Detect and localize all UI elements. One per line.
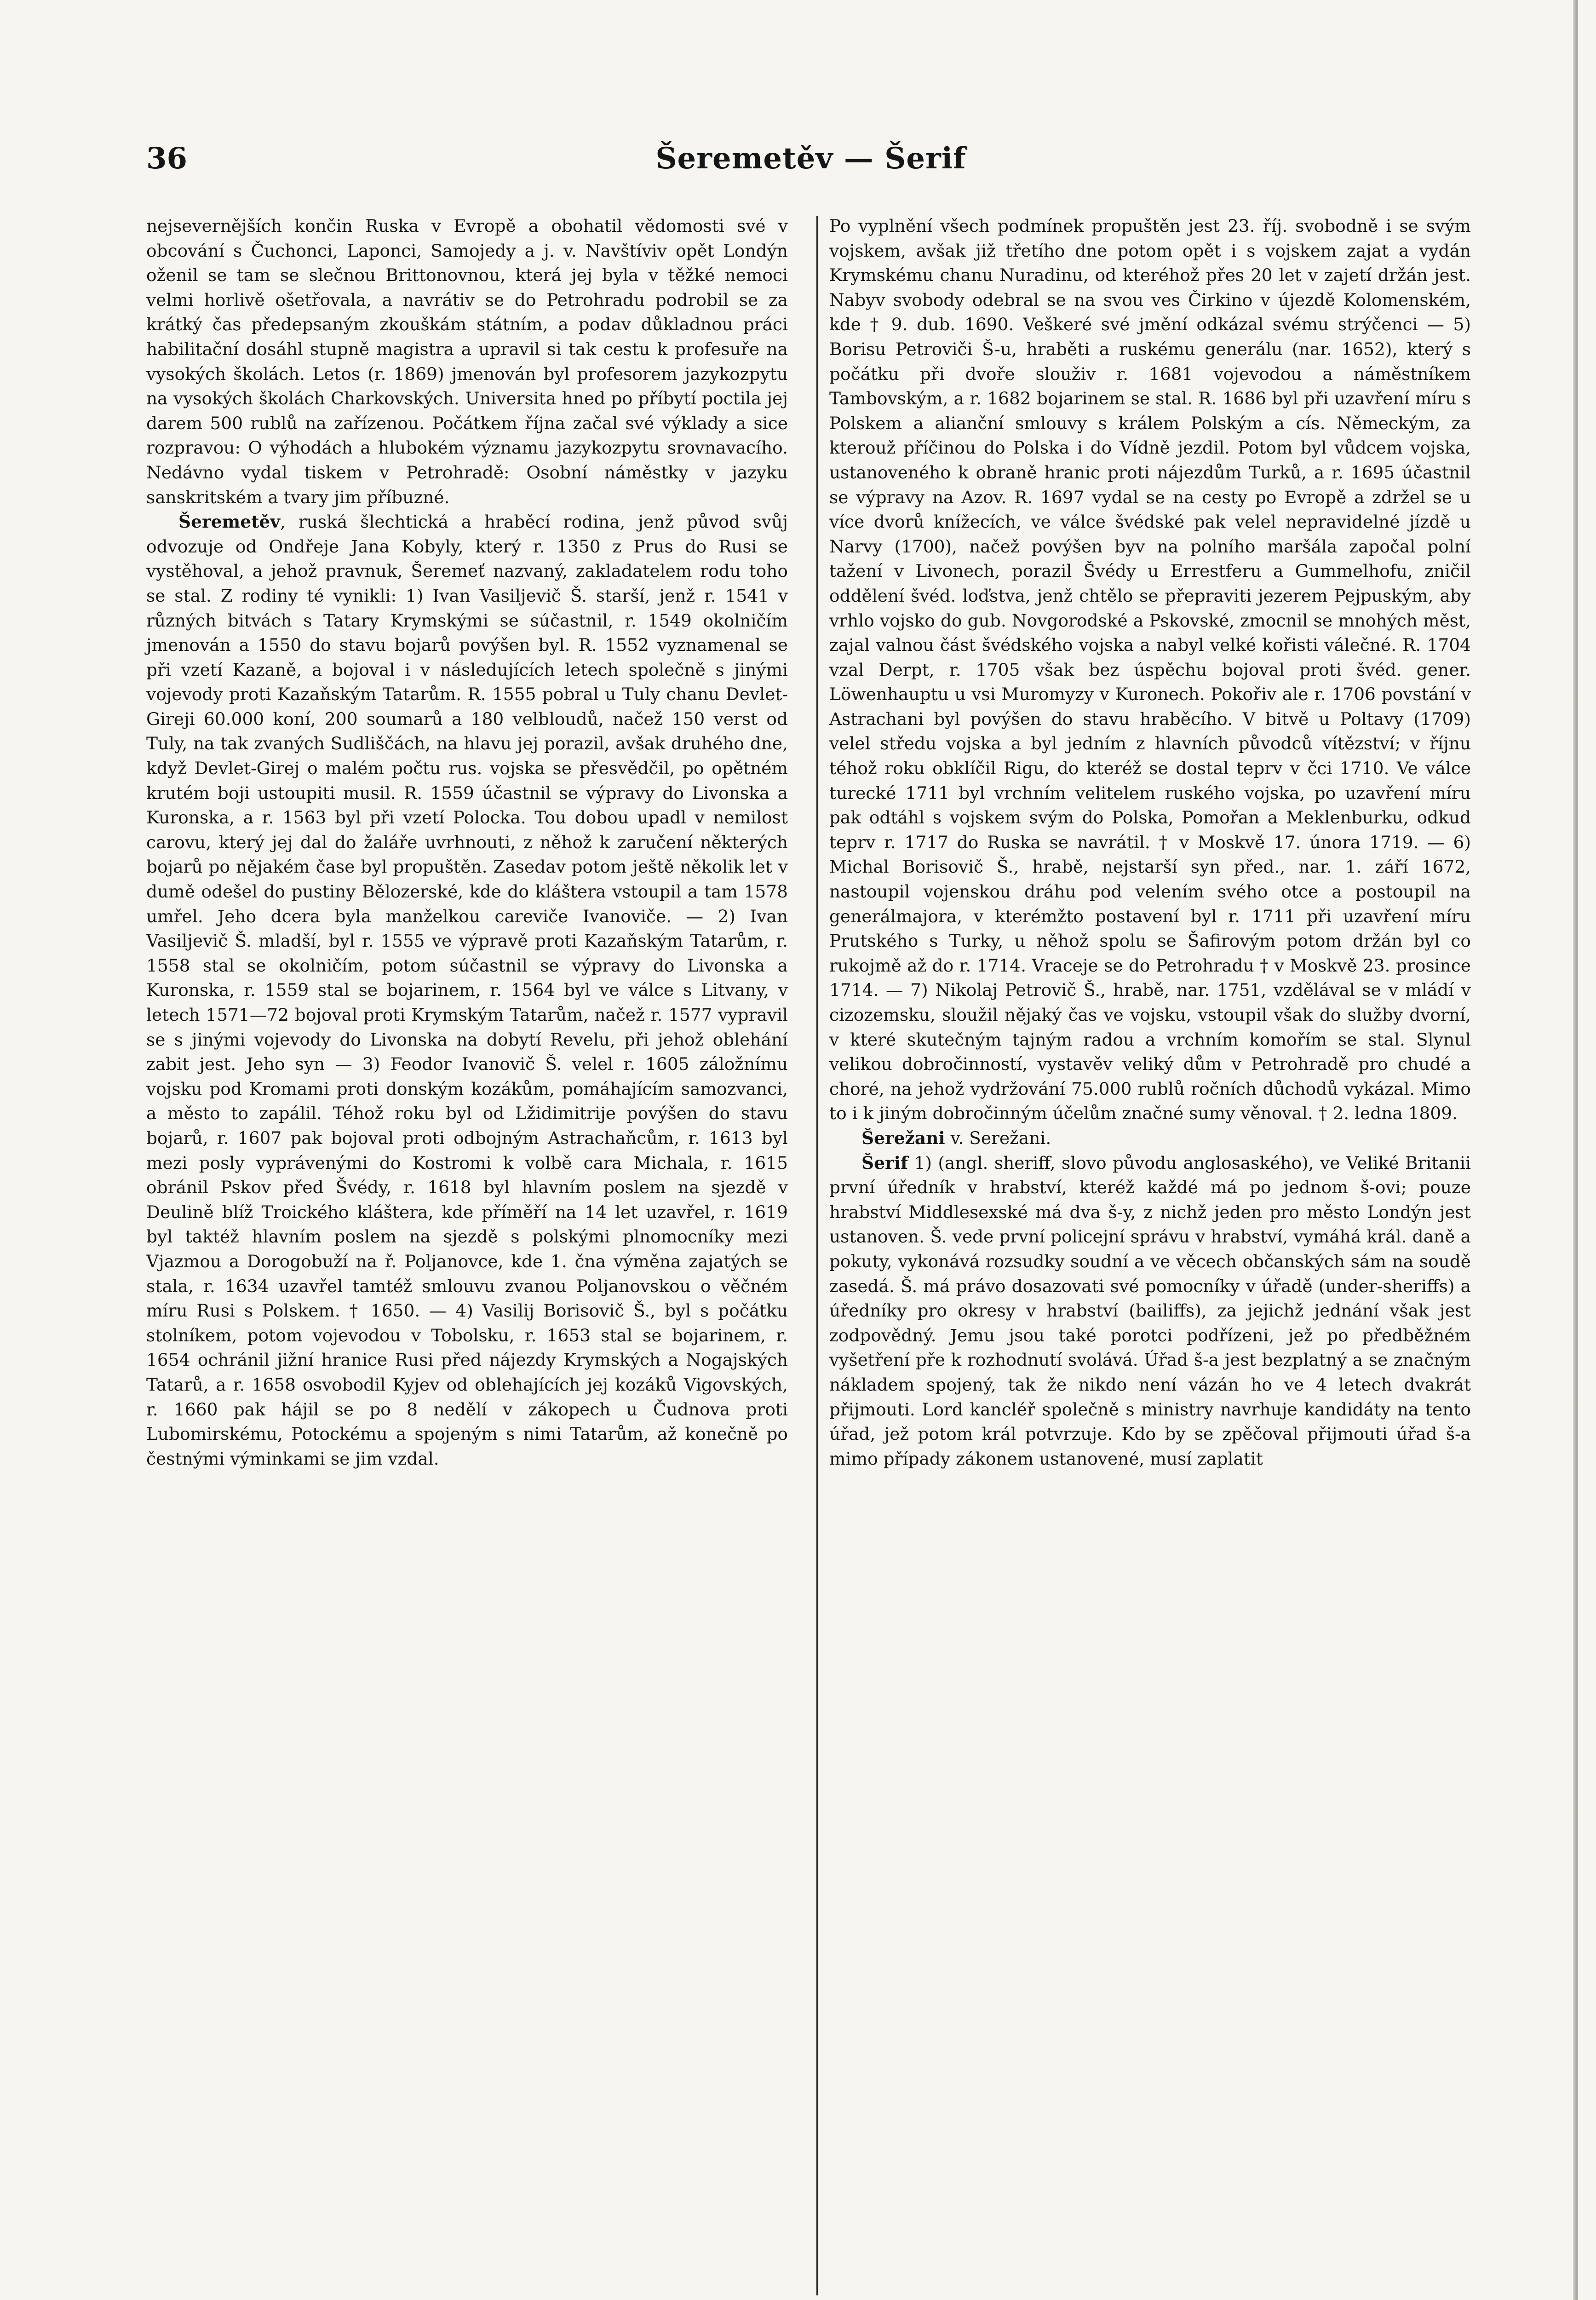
entry-continuation: Po vyplnění všech podmínek propuštěn jest 23. říj. svobodně i se svým vojskem, avšak již třetího dne potom opět i s vojskem zajat a vydán Krymskému chanu Nuradinu, od kteréhož přes 20 let v zajetí držán jest. Nabyv svobody odebral se na svou ves Čirkino v újezdě Kolomenském, kde † 9. dub. 1690. Veškeré své jmění odkázal svému strýčenci — 5) Borisu Petroviči Š-u, hraběti a ruskému generálu (nar. 1652), který s počátku při dvoře slouživ r. 1681 vojevodou a náměstníkem Tambovským, a r. 1682 bojarinem se stal. R. 1686 byl při uzavření míru s Polskem a alianční smlouvy s králem Polským a cís. Německým, za kterouž příčinou do Polska i do Vídně jezdil. Potom byl vůdcem vojska, ustanoveného k obraně hranic proti nájezdům Turků, a r. 1695 účastnil se výpravy na Azov. R. 1697 vydal se na cesty po Evropě a zdržel se u více dvorů knížecích, ve válce švédské pak velel nepravidelné jízdě u Narvy (1700), načež povýšen byv na polního maršála započal polní tažení v Livonech, porazil Švédy u Errestferu a Gummelhofu, zničil oddělení švéd. loďstva, jenž chtělo se přepraviti jezerem Pejpuským, aby vrhlo vojsko do gub. Novgorodské a Pskovské, zmocnil se mnohých měst, zajal valnou část švédského vojska a nabyl velké kořisti válečné. R. 1704 vzal Derpt, r. 1705 však bez úspěchu bojoval proti švéd. gener. Löwenhauptu u vsi Muromyzy v Kuronech. Pokořiv ale r. 1706 povstání v Astrachani byl povýšen do stavu hraběcího. V bitvě u Poltavy (1709) velel středu vojska a byl jedním z hlavních původců vítězství; v říjnu téhož roku obklíčil Rigu, do kteréž se dostal teprv v čci 1710. Ve válce turecké 1711 byl vrchním velitelem ruského vojska, po uzavření míru pak odtáhl s vojskem svým do Polska, Pomořan a Meklenburku, odkud teprv r. 1717 do Ruska se navrátil. † v Moskvě 17. února 1719. — 6) Michal Borisovič Š., hrabě, nejstarší syn před., nar. 1. září 1672, nastoupil vojenskou dráhu pod velením svého otce a postoupil na generálmajora, v kterémžto postavení byl r. 1711 při uzavření míru Prutského s Turky, u něhož spolu se Šafirovým potom držán byl co rukojmě až do r. 1714. Vraceje se do Petrohradu † v Moskvě 23. prosince 1714. — 7) Nikolaj Petrovič Š., hrabě, nar. 1751, vzdělával se v mládí v cizozemsku, sloužil nějaký čas ve vojsku, vstoupil však do služby dvorní, v které skutečným tajným radou a vrchním komořím se stal. Slynul velikou dobročinností, vystavěv veliký dům v Petrohradě pro chudé a choré, na jehož vydržování 75.000 rublů ročních důchodů vykázal. Mimo to i k jiným dobročinným účelům značné sumy věnoval. † 2. ledna 1809. — [829, 216, 1471, 1124]
entry-seremetev — [146, 510, 788, 1471]
headword: Šerežani — [861, 1127, 945, 1148]
scan-edge — [1573, 0, 1578, 2300]
left-column — [146, 214, 788, 1471]
headword: Šerif — [861, 1152, 908, 1173]
entry-serezani — [829, 1126, 1471, 1151]
entry-serif — [829, 1151, 1471, 1472]
column-divider — [816, 216, 818, 2295]
running-head — [146, 138, 1475, 189]
right-column — [829, 214, 1471, 1471]
entry-text: v. Serežani. — [945, 1127, 1051, 1148]
page-number: 36 — [146, 141, 188, 176]
entry-text: , ruská šlechtická a hraběcí rodina, jenž původ svůj odvozuje od Ondřeje Jana Kobyly, který r. 1350 z Prus do Rusi se vystěhoval, a jehož pravnuk, Šeremeť nazvaný, zakladatelem rodu toho se stal. Z rodiny té vynikli: 1) Ivan Vasiljevič Š. starší, jenž r. 1541 v různých bitvách s Tatary Krymskými se súčastnil, r. 1549 okolničím jmenován a 1550 do stavu bojarů povýšen byl. R. 1552 vyznamenal se při vzetí Kazaně, a bojoval i v následujících letech společně s jinými vojevody proti Kazaňským Tatarům. R. 1555 pobral u Tuly chanu Devlet-Gireji 60.000 koní, 200 soumarů a 180 velbloudů, načež 150 verst od Tuly, na tak zvaných Sudliščách, na hlavu jej porazil, avšak druhého dne, když Devlet-Girej o malém počtu rus. vojska se přesvědčil, po opětném krutém boji ustoupiti musil. R. 1559 účastnil se výpravy do Livonska a Kuronska, a r. 1563 byl při vzetí Polocka. Tou dobou upadl v nemilost carovu, který jej dal do žaláře uvrhnouti, z něhož k zaručení některých bojarů po nějakém čase byl propuštěn. Zasedav potom ještě několik let v dumě odešel do pustiny Bělozerské, kde do kláštera vstoupil a tam 1578 umřel. Jeho dcera byla manželkou careviče Ivanoviče. — 2) Ivan Vasiljevič Š. mladší, byl r. 1555 ve výpravě proti Kazaňským Tatarům, r. 1558 stal se okolničím, potom súčastnil se výpravy do Livonska a Kuronska, r. 1559 stal se bojarinem, r. 1564 byl ve válce s Litvany, v letech 1571—72 bojoval proti Krymským Tatarům, načež r. 1577 vypravil se s jinými vojevody do Livonska na dobytí Revelu, při jehož oblehání zabit jest. Jeho syn — 3) Feodor Ivanovič Š. velel r. 1605 záložnímu vojsku pod Kromami proti donským kozákům, pomáhajícím samozvanci, a město to zapálil. Téhož roku byl od Lžidimitrije povýšen do stavu bojarů, r. 1607 pak bojoval proti odbojným Astrachaňcům, r. 1613 byl mezi posly vyprávenými do Kostromi k volbě cara Michala, r. 1615 obránil Pskov před Švédy, r. 1618 byl hlavním poslem na sjezdě v Deulině blíž Troického kláštera, kde příměří na 14 let uzavřel, r. 1619 byl taktéž hlavním poslem na sjezdě s polskými plnomocníky mezi Vjazmou a Dorogobuží na ř. Poljanovce, kde 1. čna výměna zajatých se stala, r. 1634 uzavřel tamtéž smlouvu zvanou Poljanovskou o věčném míru Rusi s Polskem. † 1650. — 4) Vasilij Borisovič Š., byl s počátku stolníkem, potom vojevodou v Tobolsku, r. 1653 stal se bojarinem, r. 1654 ochránil jižní hranice Rusi před nájezdy Krymských a Nogajských Tatarů, a r. 1658 osvobodil Kyjev od oblehajících jej kozáků Vigovských, r. 1660 pak hájil se po 8 nedělí v zákopech u Čudnova proti Lubomirskému, Potockému a spojeným s nimi Tatarům, až konečně po čestnými výminkami se jim vzdal. — [146, 512, 788, 1469]
entry-text: 1) (angl. sheriff, slovo původu anglosaského), ve Veliké Britanii první úředník v hrabství, kteréž každé má po jednom š-ovi; pouze hrabství Middlesexské má dva š-y, z nichž jeden pro město Londýn jest ustanoven. Š. vede první policejní správu v hrabství, vymáhá král. daně a pokuty, vykonává rozsudky soudní a ve věcech občanských sám na soudě zasedá. Š. má právo dosazovati své pomocníky v úřadě (under-sheriffs) a úředníky pro okresy v hrabství (bailiffs), za jejichž jednání však jest zodpovědný. Jemu jsou také porotci podřízeni, jež po předběžném vyšetření pře k rozhodnutí svolává. Úřad š-a jest bezplatný a se značným nákladem spojený, tak že nikdo není vázán ho ve 4 letech dvakrát přijmouti. Lord kancléř společně s ministry navrhuje kandidáty na tento úřad, jež potom král potvrzuje. Kdo by se zpěčoval přijmouti úřad š-a mimo případy zákonem ustanovené, musí zaplatit — [829, 1152, 1471, 1469]
entry-continuation: nejsevernějších končin Ruska v Evropě a obohatil vědomosti své v obcování s Čuchonci, Laponci, Samojedy a j. v. Navštíviv opět Londýn oženil se tam se slečnou Brittonovnou, která jej byla v těžké nemoci velmi horlivě ošetřovala, a navrátiv se do Petrohradu podrobil se za krátký čas předepsaným zkouškám státním, a podav důkladnou práci habilitační dosáhl stupně magistra a upravil si tak cestu k profesuře na vysokých školách. Letos (r. 1869) jmenován byl profesorem jazykozpytu na vysokých školách Charkovských. Universita hned po příbytí poctila jej darem 500 rublů na zařízenou. Počátkem října začal své výklady a sice rozpravou: O výhodách a hlubokém významu jazykozpytu srovnavacího. Nedávno vydal tiskem v Petrohradě: Osobní náměstky v jazyku sanskritském a tvary jim příbuzné. — [146, 216, 788, 507]
running-title: Šeremetěv — Šerif — [655, 141, 966, 176]
headword: Šeremetěv — [178, 512, 281, 532]
